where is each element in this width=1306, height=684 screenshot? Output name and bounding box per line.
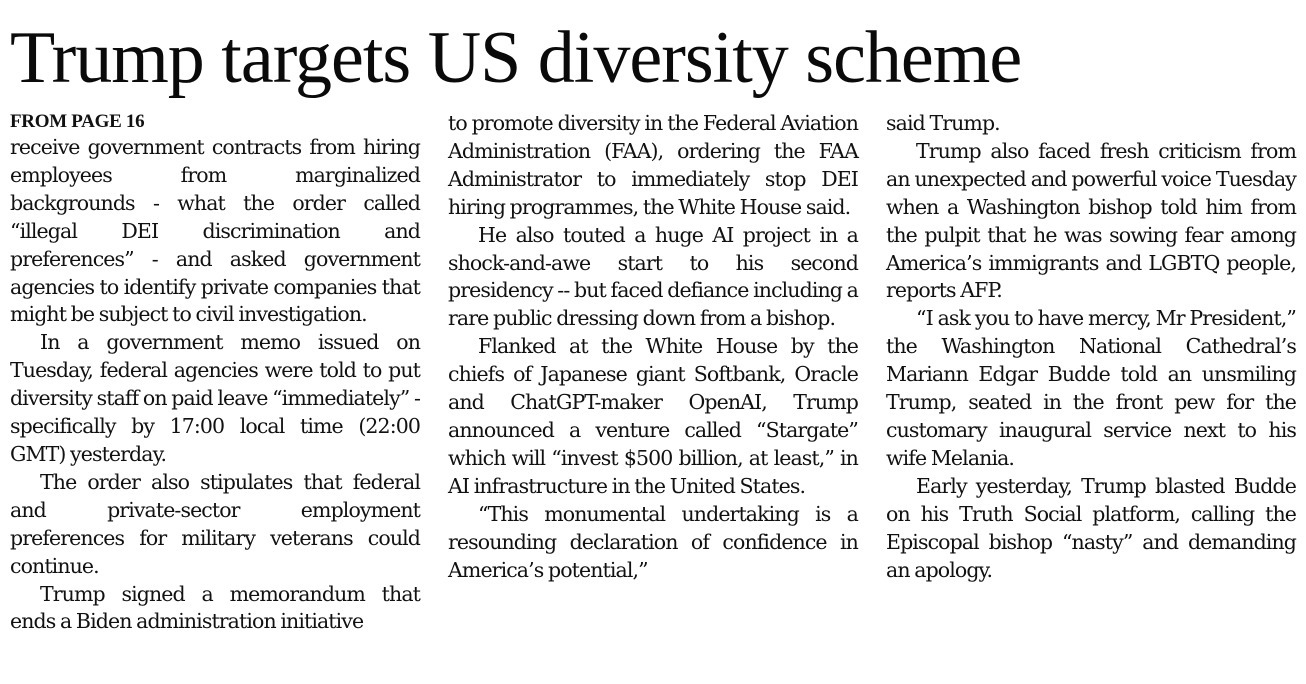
paragraph: receive government contracts from hiring employees from marginalized backgrounds - what the order called “illegal DEI discrimination and preferences” - and asked government agencies to identify private companies that might be subject to civil investigation. [10,135,420,327]
paragraph: He also touted a huge AI project in a shock-and-awe start to his second presidency -- but faced defiance including a rare public dressing down from a bishop. [448,222,858,331]
article-column-3 [886,110,1296,584]
paragraph: Trump also faced fresh criticism from an unexpected and powerful voice Tuesday when a Washington bishop told him from the pulpit that he was sowing fear among America’s immigrants and LGBTQ people, reports AFP. [886,138,1296,303]
paragraph: “This monumental undertaking is a resounding declaration of confidence in America’s potential,” [448,501,858,582]
paragraph: The order also stipulates that federal and private-sector employment preferences for military veterans could continue. [10,469,420,578]
paragraph: Trump signed a memorandum that ends a Biden administration initiative [10,581,420,634]
article-column-2 [448,110,858,584]
paragraph: “I ask you to have mercy, Mr President,” the Washington National Cathedral’s Mariann Edgar Budde told an unsmiling Trump, seated in the front pew for the customary inaugural service next to his wife Melania. [886,306,1296,470]
paragraph: to promote diversity in the Federal Aviation Administration (FAA), ordering the FAA Administrator to immediately stop DEI hiring programmes, the White House said. [448,111,858,219]
article-column-1 [10,110,420,636]
paragraph: In a government memo issued on Tuesday, federal agencies were told to put diversity staff on paid leave “immediately” - specifically by 17:00 local time (22:00 GMT) yesterday. [10,330,420,466]
headline: Trump targets US diversity scheme [10,17,1022,99]
paragraph: Flanked at the White House by the chiefs of Japanese giant Softbank, Oracle and ChatGPT-maker OpenAI, Trump announced a venture called “Stargate” which will “invest $500 billion, at least,” in AI infrastructure in the United States. [448,334,858,498]
continuation-kicker: FROM PAGE 16 [10,111,145,132]
paragraph: said Trump. [886,111,1000,135]
paragraph: Early yesterday, Trump blasted Budde on his Truth Social platform, calling the Episcopal bishop “nasty” and demanding an apology. [886,473,1296,582]
